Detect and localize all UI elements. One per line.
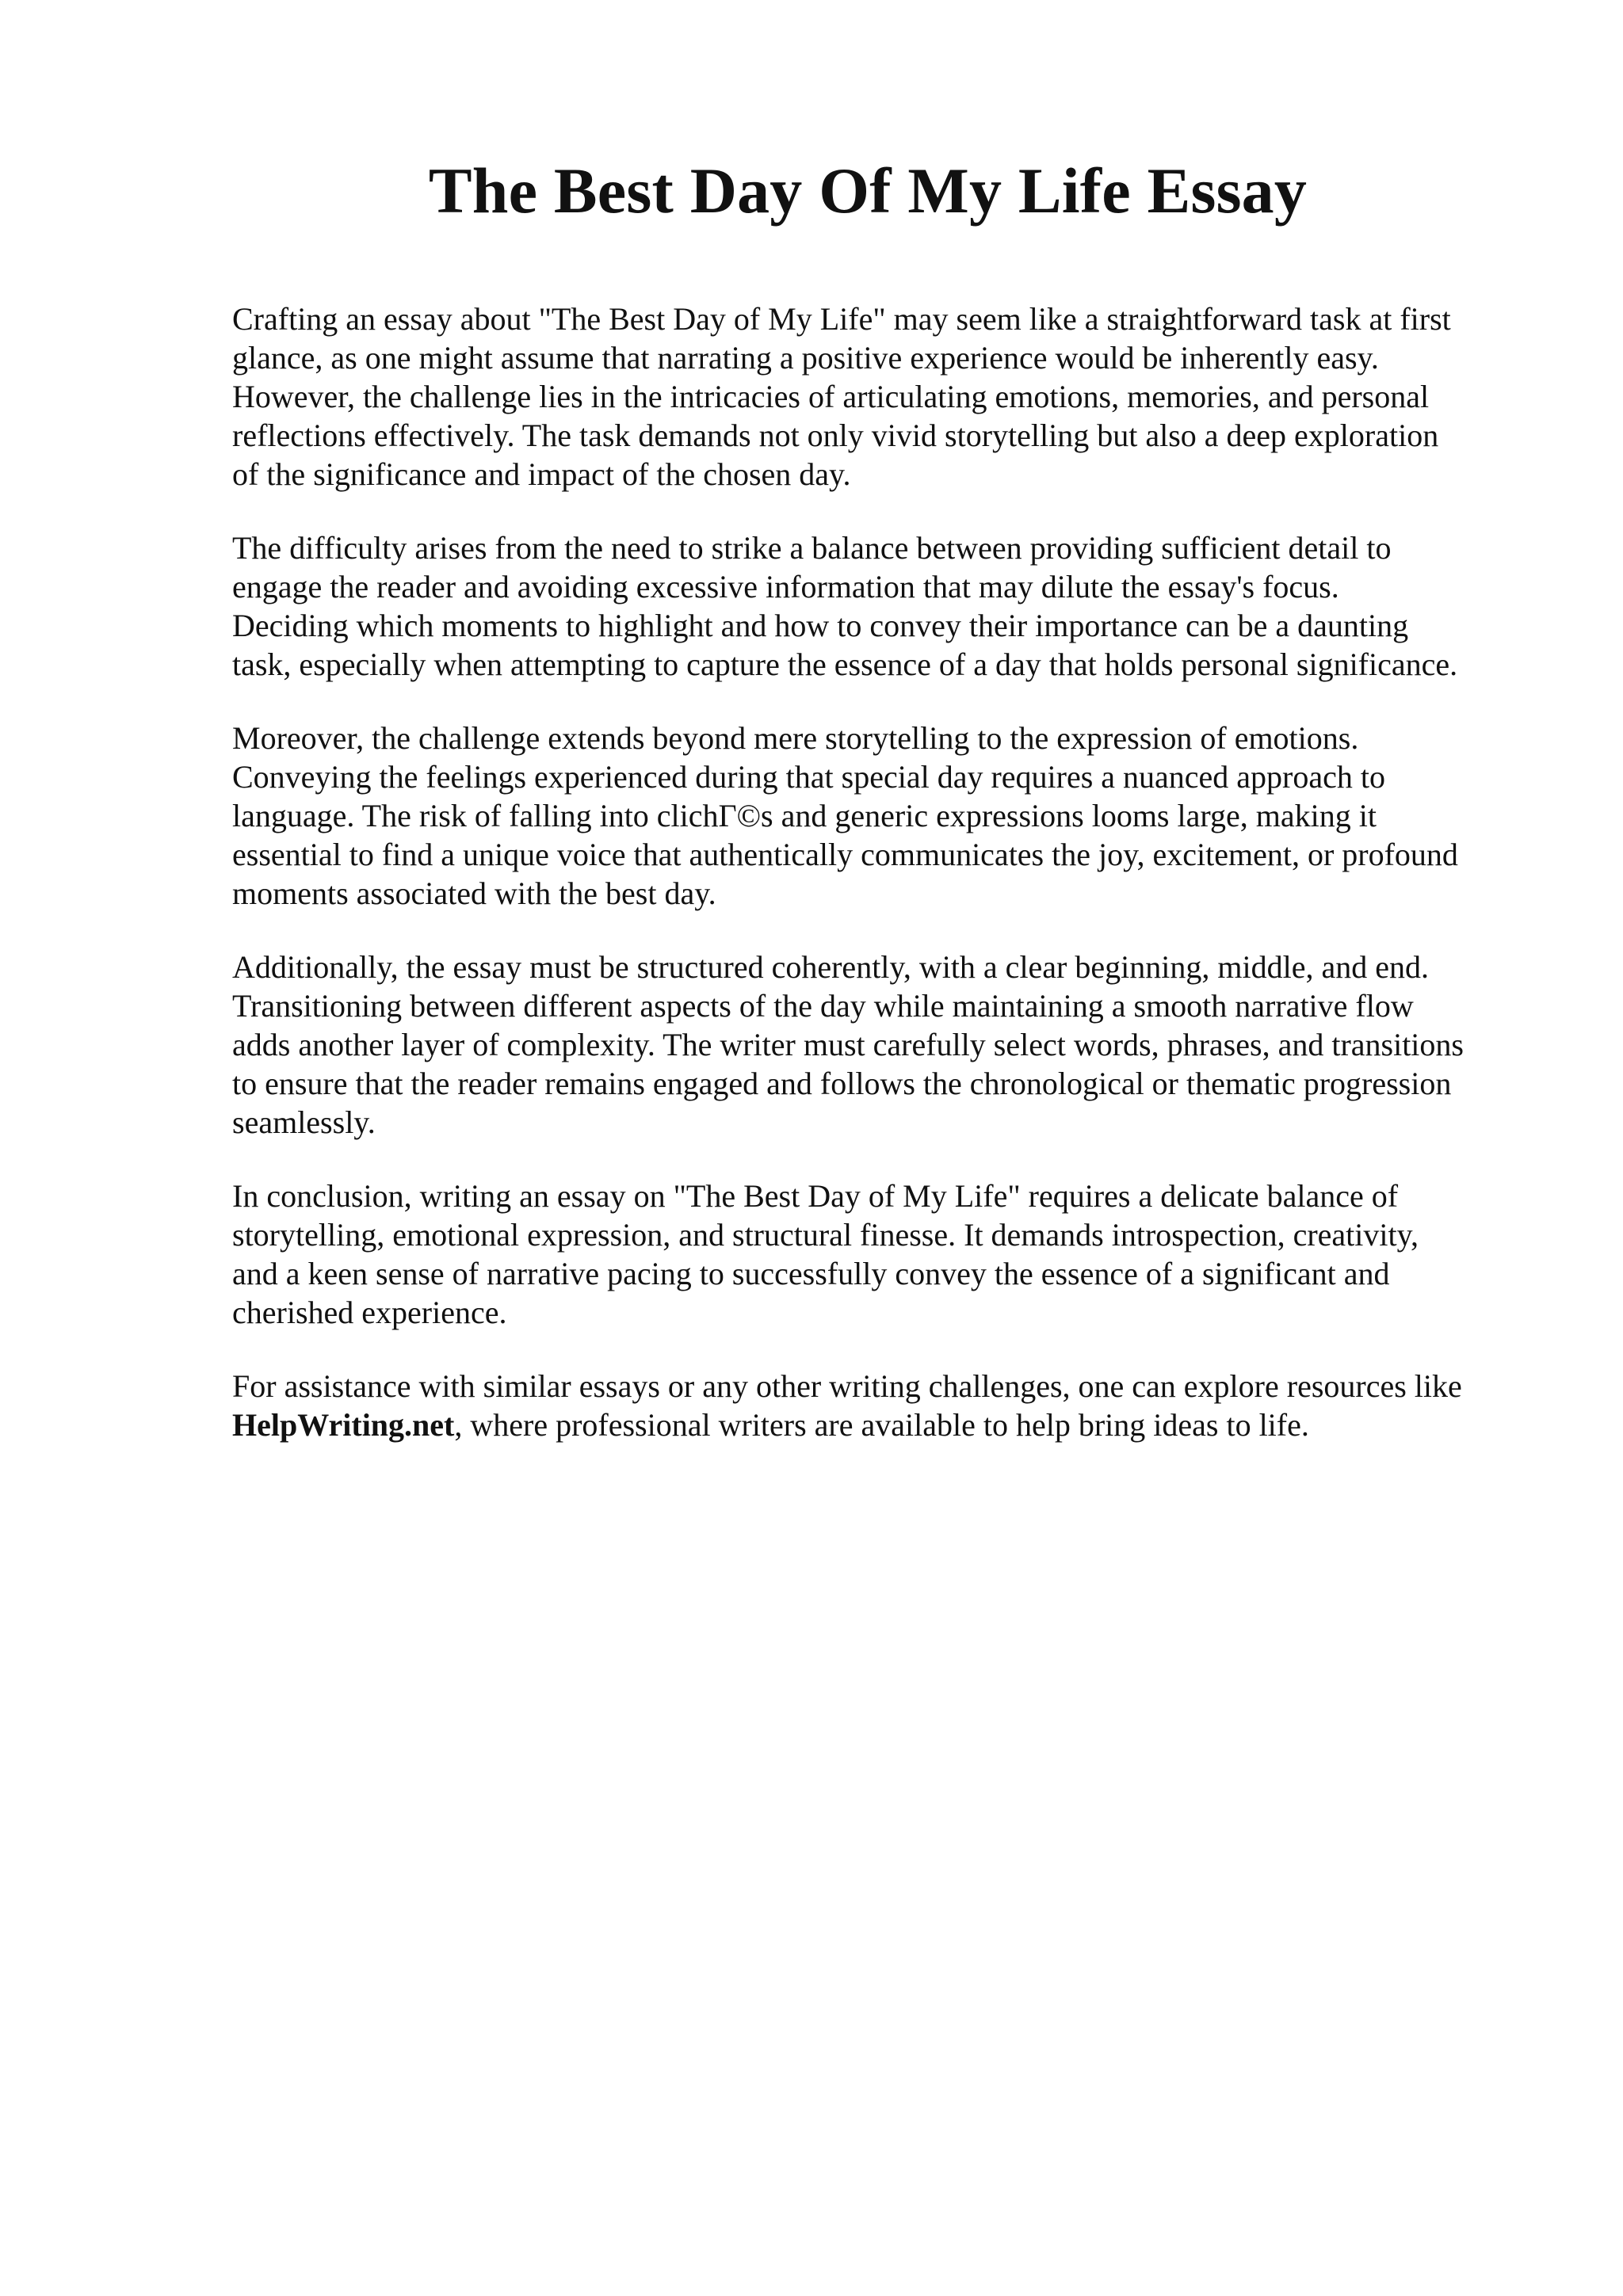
- text-line: For assistance with similar essays or any other writing challenges, one can explore resources like: [232, 1368, 1462, 1404]
- paragraph-5: [232, 1177, 1532, 1332]
- text-line: Moreover, the challenge extends beyond mere storytelling to the expression of emotions.: [232, 720, 1359, 756]
- text-line: seamlessly.: [232, 1104, 376, 1140]
- text-line: of the significance and impact of the chosen day.: [232, 456, 851, 492]
- page-title: The Best Day Of My Life Essay: [428, 154, 1308, 227]
- text-line: Crafting an essay about "The Best Day of My Life" may seem like a straightforward task at first: [232, 301, 1451, 337]
- paragraph-2: [232, 528, 1532, 684]
- text-line: In conclusion, writing an essay on "The Best Day of My Life" requires a delicate balance of: [232, 1178, 1399, 1214]
- text-line: [232, 1405, 1532, 1444]
- paragraph-1: [232, 299, 1532, 494]
- text-line: glance, as one might assume that narrating a positive experience would be inherently easy.: [232, 340, 1379, 376]
- text-line: language. The risk of falling into clichΓ©s and generic expressions looms large, making it: [232, 798, 1377, 833]
- essay-body: [232, 299, 1532, 1479]
- text-line: essential to find a unique voice that authentically communicates the joy, excitement, or profound: [232, 837, 1458, 872]
- paragraph-closing: [232, 1367, 1532, 1444]
- text-line: The difficulty arises from the need to strike a balance between providing sufficient detail to: [232, 530, 1392, 566]
- text-line: However, the challenge lies in the intricacies of articulating emotions, memories, and personal: [232, 379, 1430, 414]
- text-line: task, especially when attempting to capture the essence of a day that holds personal significance.: [232, 646, 1458, 682]
- text-line: cherished experience.: [232, 1295, 507, 1330]
- paragraph-4: [232, 948, 1532, 1142]
- text-line: Conveying the feelings experienced during that special day requires a nuanced approach to: [232, 759, 1385, 795]
- text-line: Deciding which moments to highlight and how to convey their importance can be a daunting: [232, 608, 1409, 643]
- text-line: and a keen sense of narrative pacing to successfully convey the essence of a significant and: [232, 1256, 1390, 1291]
- helpwriting-brand-name: HelpWriting.net: [232, 1407, 455, 1443]
- text-line: adds another layer of complexity. The writer must carefully select words, phrases, and transitions: [232, 1027, 1464, 1062]
- text-line: Transitioning between different aspects of the day while maintaining a smooth narrative flow: [232, 988, 1414, 1024]
- closing-text: , where professional writers are available to help bring ideas to life.: [454, 1407, 1309, 1443]
- text-line: to ensure that the reader remains engaged and follows the chronological or thematic progression: [232, 1066, 1452, 1101]
- text-line: reflections effectively. The task demands not only vivid storytelling but also a deep exploration: [232, 418, 1439, 453]
- paragraph-3: [232, 719, 1532, 913]
- text-line: engage the reader and avoiding excessive information that may dilute the essay's focus.: [232, 569, 1339, 605]
- text-line: moments associated with the best day.: [232, 875, 716, 911]
- text-line: Additionally, the essay must be structured coherently, with a clear beginning, middle, and end.: [232, 949, 1429, 985]
- text-line: storytelling, emotional expression, and structural finesse. It demands introspection, creativity,: [232, 1217, 1419, 1253]
